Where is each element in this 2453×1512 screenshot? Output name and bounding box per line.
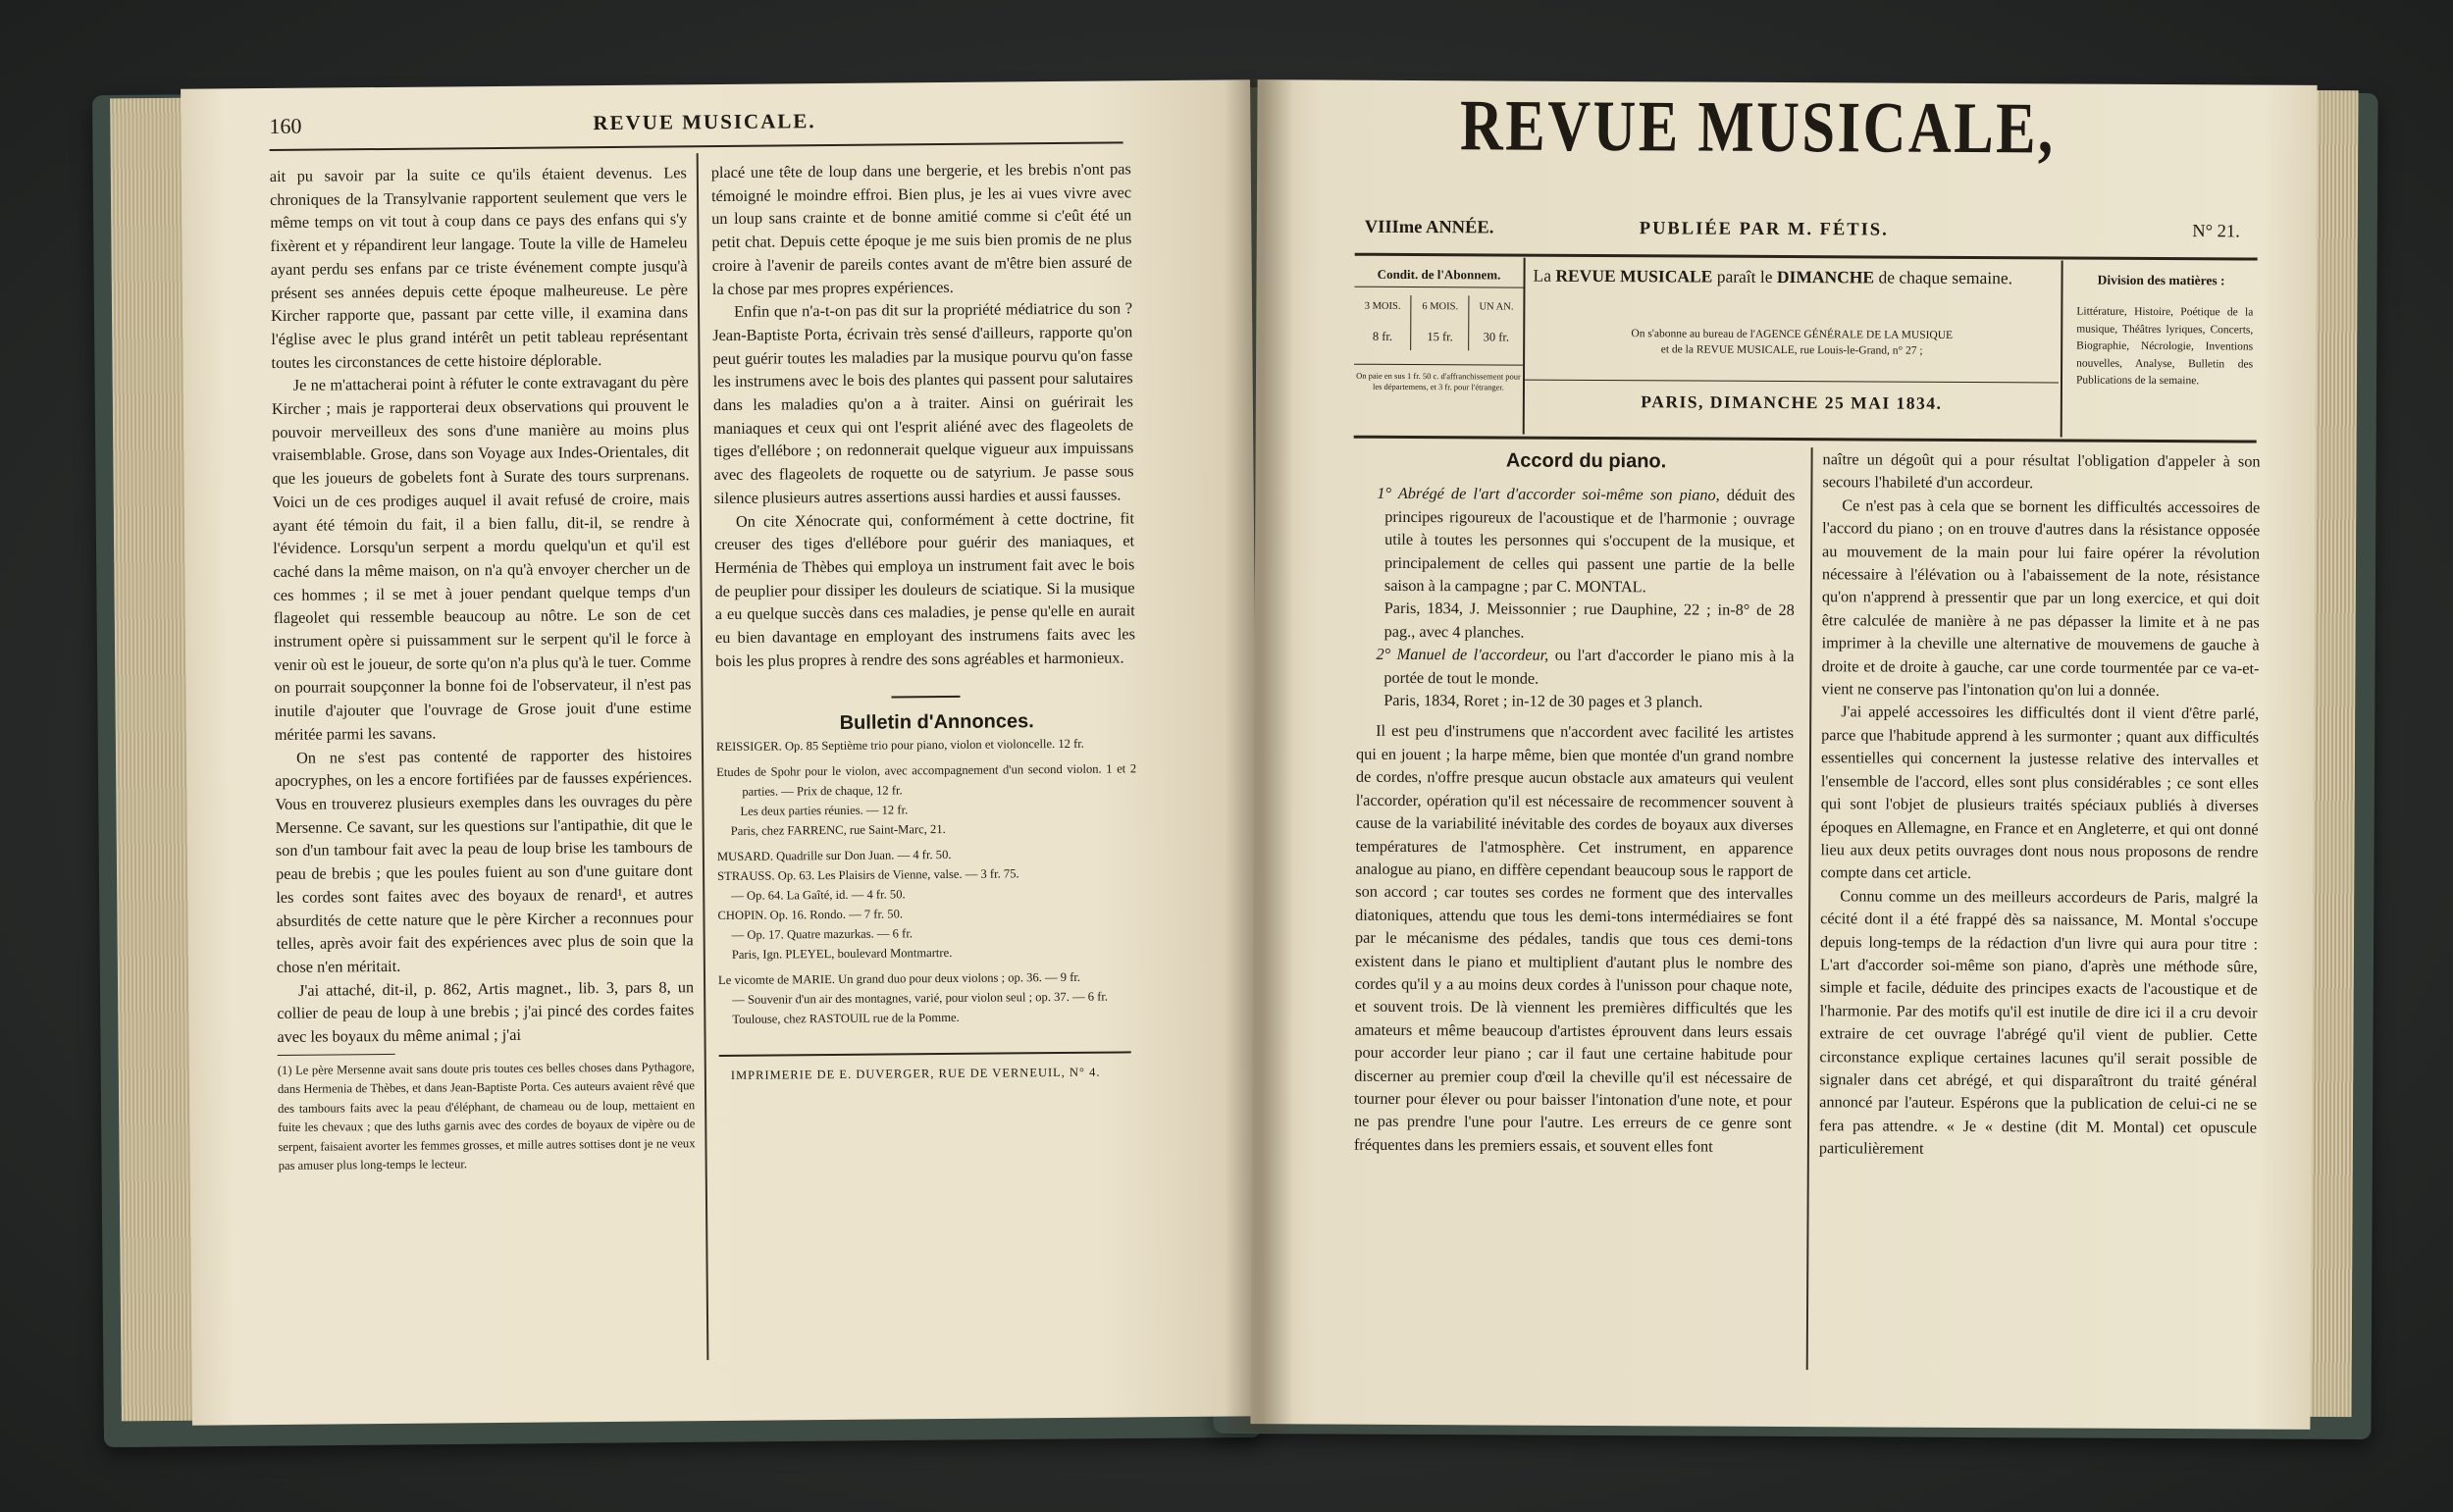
period-cell: UN AN. [1479,301,1514,313]
annonce-line: CHOPIN. Op. 16. Rondo. — 7 fr. 50. [717,907,904,923]
footnote-rule [278,1054,395,1056]
column-divider [697,153,709,1360]
paragraph: naître un dégoût qui a pour résultat l'obligation d'appeler à son secours l'habileté d'un accordeur. [1822,449,2261,493]
right-column-2 [1819,447,2261,1162]
division-text: Littérature, Histoire, Poétique de la musique, Théâtres lyriques, Concerts, Biographie, Nécrologie, Inventions nouvelles, Analyse, Bulletin des Publications de la semaine. [2075,305,2254,388]
paragraph: Ce n'est pas à cela que se bornent les difficultés accessoires de l'accord du piano ; on en trouve d'autres dans la résistance opposée au mouvement de la main pour lui faire opérer la révolution nécessaire à l'élévation ou à l'abaissement de la note, résistance qu'on n'apprend à pressentir que par un long exercice, et qui doit être calculée de manière à ne pas dépasser la limite et à ne pas imprimer à la cheville une alternative de mouvemens de gauche à droite et de droite à gauche, car une corde tourmentée par ce va-et-vient ne conserve pas l'intonation qu'on lui a donnée. [1821,495,2261,701]
contents-division [2061,260,2260,438]
paragraph: On cite Xénocrate qui, conformément à cette doctrine, fit creuser des tiges d'ellébore pour guérir des maniaques, et Herménia de Thèbes qui employa un instrument fait avec le bois de peuplier pour dissiper les douleurs de sciatique. Si la musique a eu quelque succès dans ces maladies, je pense qu'elle en aurait eu bien davantage en employant des instrumens faits avec les bois les plus propres à rendre des sons agréables et harmonieux. [714,507,1136,670]
right-page [1250,79,2317,1430]
annee: VIIIme ANNÉE. [1364,217,1494,238]
period-cell: 3 MOIS. [1354,295,1411,318]
parait-prefix: La [1533,265,1552,286]
book-gutter-shadow [1225,78,1293,1433]
page-number: 160 [269,113,302,138]
paragraph: J'ai appelé accessoires les difficultés dont il vient d'être parlé, parce que l'habitude apprend à les surmonter ; quant aux difficultés essentielles qui concernent la justesse relative des intervalles et l'ensemble de l'accord, elles sont plus considérables ; ce sont elles qui sont l'objet de plusieurs traités spéciaux publiés à diverses époques en Allemagne, en France et en Angleterre, et qui ont donné lieu aux deux petits ouvrages dont nous nous proposons de rendre compte dans cet article. [1820,702,2260,883]
work-description: ou l'art d'accorder le piano mis à la portée de tout le monde. [1383,646,1795,688]
left-running-header [269,104,1152,141]
header-rule [270,141,1123,151]
address-line: et de la REVUE MUSICALE, rue Louis-le-Grand, n° 27 ; [1660,343,1923,357]
price-cell: 30 fr. [1483,330,1510,344]
bulletin-title: Bulletin d'Annonces. [839,710,1034,735]
annonce-entry [716,758,1137,841]
annonce-line: Le vicomte de MARIE. Un grand duo pour deux violons ; op. 36. — 9 fr. [717,969,1081,988]
publication-info [1525,258,2060,438]
subscription-table [1354,295,1523,351]
subscription-address [1525,326,2059,360]
parait-name: REVUE MUSICALE [1555,265,1713,287]
annonce-line: Les deux parties réunies. — 12 fr. [740,803,909,819]
paragraph: J'ai attaché, dit-il, p. 862, Artis magnet., lib. 3, pars 8, un collier de peau de loup à une brebis ; j'ai pincé des cordes faites avec les boyaux du même animal ; j'ai [277,976,695,1046]
paragraph: placé une tête de loup dans une bergerie, et les brebis n'ont pas témoigné le moindre effroi. Bien plus, je les ai vues vivre avec un loup sans crainte et de bonne amitié comme si c'eût été un petit chat. Depuis cette époque je me suis bien promis de ne plus croire à l'avenir de pareils contes avant de m'être bien assuré de la chose par mes propres expériences. [710,159,1132,298]
left-column-1 [270,161,696,1175]
reviewed-work-2 [1356,643,1794,691]
work-description: déduit des principes rigoureux de l'acoustique et de l'harmonie ; ouvrage utile à toutes les personnes qui s'occupent de la musique, et principalement de celles qui passent une partie de la belle saison à la campagne ; par C. MONTAL. [1383,486,1796,597]
left-page [181,79,1262,1425]
price-cell: 15 fr. [1411,318,1469,350]
division-heading: Division des matières : [2097,272,2225,288]
annonce-line: REISSIGER. Op. 85 Septième trio pour piano, violon et violoncelle. 12 fr. [715,736,1084,755]
date-rule [1525,380,2059,384]
work-title: 2° Manuel de l'accordeur, [1376,645,1549,664]
masthead-info-box [1354,257,2258,439]
annonce-line: Paris, chez FARRENC, rue Saint-Marc, 21. [730,822,946,839]
paragraph: Je ne m'attacherai point à réfuter le conte extravagant du père Kircher ; mais je rapporterai deux observations qui prouvent le pouvoir merveilleux des sons d'une manière au moins plus vraisemblable. Grose, dans son Voyage aux Indes-Orientales, dit que les joueurs de gobelets font à Surate des tours surprenans. Voici un de ces prodiges auquel il avait refusé de croire, mais ayant été témoin du fait, il a bien fallu, dit-il, se rendre à l'évidence. Lorsqu'un serpent a mordu quelqu'un et qu'il est caché dans la même maison, on n'a qu'à envoyer chercher un de ces hommes ; il se met à jouer pendant quelque temps d'un flageolet qui ressemble beaucoup au nôtre. Le son de cet instrument opère si puissamment sur le serpent qu'il le force à venir où est le joueur, de sorte qu'on n'a plus qu'à le tuer. Comme on pourrait soupçonner la bonne foi de l'observateur, il n'est pas inutile d'ajouter que l'ouvrage de Grose jouit d'une estime méritée parmi les savans. [271,372,692,744]
reviewed-work-1 [1357,482,1796,599]
annonce-line: — Op. 17. Quatre mazurkas. — 6 fr. [731,926,913,943]
running-title: REVUE MUSICALE. [593,109,816,135]
annonce-entry [718,966,1139,1029]
issue-number: N° 21. [2192,222,2240,242]
publication-details: Paris, 1834, Roret ; in-12 de 30 pages et 3 planch. [1383,690,1703,711]
right-column-1 [1354,445,1796,1159]
section-rule [892,696,961,699]
subscription-conditions [1354,257,1526,435]
annonce-line: Etudes de Spohr pour le violon, avec accompagnement d'un second violon. 1 et 2 parties. — Prix de chaque, 12 fr. [716,761,1137,799]
footnote: (1) Le père Mersenne avait sans doute pris toutes ces belles choses dans Pythagore, dans Hermenia de Thèbes, et dans Jean-Baptiste Porta. Ces auteurs avaient rêvé que des tambours faits avec la peau d'éléphant, de chameau ou de loup, mettaient en fuite les chevaux ; que des luths garnis avec des cordes de boyaux de vipère ou de serpent, faisaient avorter les femmes grosses, et mille autres sottises dont je ne veux pas amuser plus long-temps le lecteur. [277,1059,696,1173]
publication-frequency [1525,266,2059,289]
imprint: IMPRIMERIE DE E. DUVERGER, RUE DE VERNEUIL, N° 4. [730,1065,1101,1083]
masthead-title: REVUE MUSICALE, [1459,85,2056,170]
conditions-note: On paie en sus 1 fr. 50 c. d'affranchissement pour les départemens, et 3 fr. pour l'étranger. [1354,364,1523,393]
paragraph: Enfin que n'a-t-on pas dit sur la propriété médiatrice du son ? Jean-Baptiste Porta, écrivain très sensé d'ailleurs, rapporte qu'on peut guérir toutes les maladies par la musique pourvu qu'on fasse les instrumens avec le bois des plantes qui passent pour salutaires dans les maladies qu'on a à traiter. Ainsi on guérirait les maniaques et ceux qui ont l'esprit aliéné avec des flageolets de tiges d'ellébore ; on redonnerait quelque vigueur aux impuissans avec des flageolets de roquette ou de satyrium. Je passe sous silence plusieurs autres assertions aussi hardies et aussi fausses. [712,298,1134,507]
publisher-line: PUBLIÉE PAR M. FÉTIS. [1639,219,1889,240]
paragraph: Connu comme un des meilleurs accordeurs de Paris, malgré la cécité dont il a été frappé dès sa naissance, M. Montal s'occupe depuis long-temps de la rédaction d'un livre qui aura pour titre : L'art d'accorder soi-même son piano, d'après une méthode sûre, simple et facile, déduite des principes exacts de l'acoustique et de l'harmonie. Par des motifs qu'il est inutile de dire ici il a cru devoir extraire de cet ouvrage l'abrégé qu'il vient de publier. Cette circonstance explique certaines lacunes qu'il serait possible de signaler dans cet abrégé, et qui disparaîtront du traité général annoncé par l'auteur. Espérons que la publication de celui-ci ne se fera pas attendre. « Je « destine (dit M. Montal) cet opuscule particulièrement [1818,886,2259,1158]
publication-details: Paris, 1834, J. Meissonnier ; rue Dauphine, 22 ; in-8° de 28 pag., avec 4 planches. [1383,599,1795,642]
period-cell: 6 MOIS. [1411,295,1469,318]
annonce-line: STRAUSS. Op. 63. Les Plaisirs de Vienne, valse. — 3 fr. 75. [717,866,1019,884]
paragraph: On ne s'est pas contenté de rapporter des histoires apocryphes, on les a encore fortifiées par de fausses expériences. Vous en trouverez plusieurs exemples dans les ouvrages du père Mersenne. Ce savant, sur les questions sur l'antipathie, dit que le son d'un tambour fait avec la peau de loup brise les tambours de peau de brebis ; que les poules fuient au son d'une guitare dont les cordes sont faites avec des boyaux de renard¹, et autres absurdités de cette nature que le père Kircher a reconnues pour telles, après avoir fait des expériences avec plus de soin que la chose n'en méritait. [275,744,694,976]
dateline: PARIS, DIMANCHE 25 MAI 1834. [1641,391,1943,413]
paragraph: ait pu savoir par la suite ce qu'ils étaient devenus. Les chroniques de la Transylvanie rapportent seulement que vers le même temps on vit tout à coup dans ce pays des enfans qui s'y fixèrent et y répandirent leur langage. Toute la ville de Hameleu ayant perdu ses enfans par ce triste événement compte jusqu'à présent ses années depuis cette époque malheureuse. Le père Kircher rapporte que, passant par cette ville, il examina dans l'église avec le plus grand intérêt un petit tableau représentant toutes les circonstances de cette histoire déplorable. [269,163,689,372]
annonce-entry [716,733,1136,756]
parait-suffix: de chaque semaine. [1878,267,2013,288]
address-line: On s'abonne au bureau de l'AGENCE GÉNÉRALE DE LA MUSIQUE [1631,328,1954,341]
annonces-list [716,733,1139,1029]
column-divider [1806,447,1813,1370]
masthead-meta [1365,218,2297,248]
price-cell: 8 fr. [1354,318,1411,350]
annonce-line: — Souvenir d'un air des montagnes, varié, pour violon seul ; op. 37. — 6 fr. [732,989,1109,1008]
annonce-line: — Op. 64. La Gaîté, id. — 4 fr. 50. [731,887,906,904]
paragraph: Il est peu d'instrumens que n'accordent avec facilité les artistes qui en jouent ; la harpe même, bien que montée d'un grand nombre de cordes, n'offre presque aucun obstacle aux amateurs qui veulent l'accorder, opération qu'il est nécessaire de recommencer souvent à cause de la variabilité inévitable des cordes de boyaux aux diverses températures de l'atmosphère. Cet instrument, en apparence analogue au piano, en diffère cependant beaucoup sous le rapport de son accord ; car toutes ses cordes ne forment que des intervalles diatoniques, attendu que tous les demi-tons intermédiaires se font par le mécanisme des pédales, tandis que tous ces demi-tons existent dans le piano et multiplient d'autant plus le nombre des cordes qu'il y a au moins deux cordes à l'unisson pour chaque note, et souvent trois. De là viennent les premières difficultés que les amateurs et même beaucoup d'artistes éprouvent dans leurs essais pour accorder leur piano ; car il faut une certaine habitude pour discerner au premier coup d'œil la cheville qu'il est nécessaire de tourner pour élever ou pour baisser l'intonation d'une note, et pour ne pas prendre l'une pour l'autre. Les erreurs de ce genre sont fréquentes dans les premiers essais, et souvent elles font [1353,721,1795,1156]
annonce-line: Paris, Ign. PLEYEL, boulevard Montmartre. [731,946,953,963]
annonce-line: Toulouse, chez RASTOUIL rue de la Pomme. [732,1011,960,1027]
conditions-heading: Condit. de l'Abonnem. [1354,267,1523,288]
annonce-line: MUSARD. Quadrille sur Don Juan. — 4 fr. 50. [716,848,952,864]
work-title: 1° Abrégé de l'art d'accorder soi-même son piano, [1377,484,1720,505]
left-column-2 [711,157,1139,1088]
parait-mid: paraît le [1716,266,1773,287]
imprint-rule [719,1052,1131,1058]
annonce-entry [717,843,1138,965]
parait-day: DIMANCHE [1776,266,1875,287]
article-title: Accord du piano. [1505,449,1667,473]
